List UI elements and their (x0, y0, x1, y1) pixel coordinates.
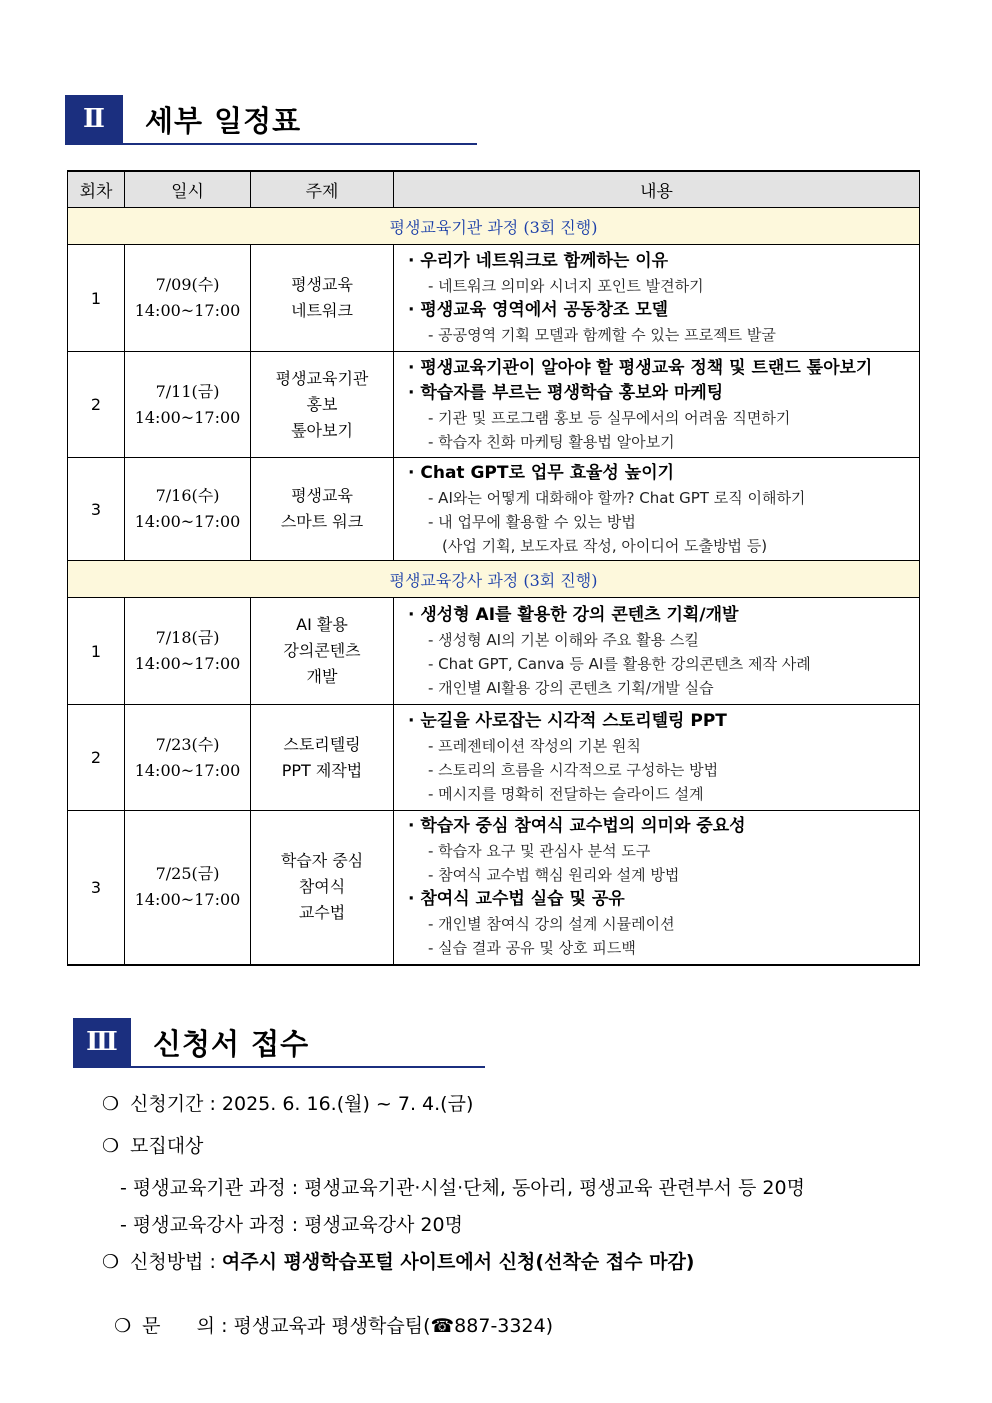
content-bullet: · 학습자 중심 참여식 교수법의 의미와 중요성 (408, 816, 746, 837)
content-subitem: - 학습자 요구 및 관심사 분석 도구 (428, 842, 651, 861)
content-subitem: - 실습 결과 공유 및 상호 피드백 (428, 939, 636, 958)
circle-bullet-icon: ❍ (102, 1135, 120, 1157)
circle-bullet-icon: ❍ (114, 1315, 132, 1337)
session-content (394, 598, 920, 705)
group-header-row (68, 208, 920, 245)
content-subitem: - AI와는 어떻게 대화해야 할까? Chat GPT 로직 이해하기 (428, 488, 806, 507)
content-subitem: - Chat GPT, Canva 등 AI를 활용한 강의콘텐츠 제작 사례 (428, 654, 811, 673)
section-header (65, 95, 301, 143)
topic-line: 평생교육 (291, 275, 353, 294)
topic-line: 톺아보기 (291, 420, 353, 440)
table-row (68, 598, 920, 705)
session-time: 14:00~17:00 (134, 407, 241, 427)
session-number: 3 (68, 811, 125, 965)
content-subitem: - 스토리의 흐름을 시각적으로 구성하는 방법 (428, 761, 719, 779)
period-text: 신청기간 : 2025. 6. 16.(월) ~ 7. 4.(금) (130, 1093, 474, 1115)
circle-bullet-icon: ❍ (102, 1251, 120, 1273)
content-bullet: · 생성형 AI를 활용한 강의 콘텐츠 기획/개발 (408, 604, 739, 625)
section-divider (65, 143, 477, 145)
session-topic (251, 811, 394, 965)
section-number: Ⅲ (73, 1018, 131, 1066)
target-item: - 평생교육강사 과정 : 평생교육강사 20명 (120, 1214, 463, 1236)
content-bullet: · Chat GPT로 업무 효율성 높이기 (408, 462, 675, 483)
content-subitem: - 내 업무에 활용할 수 있는 방법 (428, 512, 636, 531)
content-bullet: · 학습자를 부르는 평생학습 홍보와 마케팅 (408, 382, 724, 403)
session-datetime (125, 458, 251, 561)
session-date: 7/23(수) (155, 734, 220, 754)
session-topic (251, 598, 394, 705)
inquiry-text: 문 의 : 평생교육과 평생학습팀(☎887-3324) (142, 1315, 554, 1337)
content-bullet: · 눈길을 사로잡는 시각적 스토리텔링 PPT (408, 711, 727, 731)
topic-line: 학습자 중심 (280, 851, 364, 871)
session-datetime (125, 245, 251, 352)
column-header: 회차 (68, 171, 125, 208)
topic-line: 스토리텔링 (283, 734, 361, 754)
application-period (102, 1089, 473, 1116)
session-date: 7/09(수) (155, 275, 220, 294)
topic-line: AI 활용 (296, 615, 348, 634)
content-bullet: · 평생교육 영역에서 공동창조 모델 (408, 300, 669, 320)
session-topic (251, 458, 394, 561)
content-subitem: (사업 기획, 보도자료 작성, 아이디어 도출방법 등) (442, 536, 768, 555)
session-topic (251, 245, 394, 352)
topic-line: 교수법 (298, 903, 346, 923)
content-subitem: - 네트워크 의미와 시너지 포인트 발견하기 (428, 277, 704, 295)
table-row (68, 705, 920, 811)
schedule-table (67, 170, 920, 966)
section-title: 세부 일정표 (145, 103, 302, 138)
content-subitem: - 공공영역 기획 모델과 함께할 수 있는 프로젝트 발굴 (428, 326, 776, 344)
content-subitem: - 개인별 AI활용 강의 콘텐츠 기획/개발 실습 (428, 678, 714, 697)
circle-bullet-icon: ❍ (102, 1093, 120, 1115)
session-datetime (125, 598, 251, 705)
session-datetime (125, 352, 251, 458)
session-number: 2 (68, 705, 125, 811)
topic-line: 스마트 워크 (280, 512, 364, 531)
session-date: 7/11(금) (155, 381, 220, 401)
session-date: 7/16(수) (155, 486, 220, 505)
session-datetime (125, 811, 251, 965)
table-row (68, 458, 920, 561)
session-datetime (125, 705, 251, 811)
session-number: 2 (68, 352, 125, 458)
column-header: 주제 (251, 171, 394, 208)
session-number: 1 (68, 598, 125, 705)
session-number: 3 (68, 458, 125, 561)
content-subitem: - 생성형 AI의 기본 이해와 주요 활용 스킬 (428, 630, 699, 649)
content-subitem: - 메시지를 명확히 전달하는 슬라이드 설계 (428, 785, 704, 803)
section-header (73, 1018, 309, 1066)
session-topic (251, 705, 394, 811)
content-subitem: - 프레젠테이션 작성의 기본 원칙 (428, 737, 641, 755)
table-header-row (68, 171, 920, 208)
session-topic (251, 352, 394, 458)
group-title: 평생교육기관 과정 (3회 진행) (68, 208, 920, 245)
table-row (68, 811, 920, 965)
content-bullet: · 우리가 네트워크로 함께하는 이유 (408, 251, 669, 271)
topic-line: PPT 제작법 (281, 760, 363, 780)
content-bullet: · 평생교육기관이 알아야 할 평생교육 정책 및 트랜드 톺아보기 (408, 357, 873, 378)
content-bullet: · 참여식 교수법 실습 및 공유 (408, 889, 625, 910)
topic-line: 평생교육기관 (275, 368, 369, 388)
session-time: 14:00~17:00 (134, 654, 241, 673)
content-subitem: - 개인별 참여식 강의 설계 시뮬레이션 (428, 915, 675, 934)
session-content (394, 705, 920, 811)
method-label: 신청방법 : (130, 1251, 222, 1273)
column-header: 내용 (394, 171, 920, 208)
section-divider (73, 1066, 485, 1068)
group-header-row (68, 561, 920, 598)
target-item: - 평생교육기관 과정 : 평생교육기관·시설·단체, 동아리, 평생교육 관련부서 등 20명 (120, 1177, 805, 1199)
table-row (68, 245, 920, 352)
session-time: 14:00~17:00 (134, 890, 241, 910)
column-header: 일시 (125, 171, 251, 208)
topic-line: 네트워크 (291, 301, 353, 320)
section-number: Ⅱ (65, 95, 123, 143)
session-content (394, 245, 920, 352)
section-title: 신청서 접수 (153, 1026, 310, 1061)
session-date: 7/18(금) (155, 628, 220, 647)
content-subitem: - 학습자 친화 마케팅 활용법 알아보기 (428, 432, 675, 451)
application-method (102, 1247, 695, 1274)
session-number: 1 (68, 245, 125, 352)
session-time: 14:00~17:00 (134, 760, 241, 780)
topic-line: 강의콘텐츠 (283, 641, 361, 660)
session-time: 14:00~17:00 (134, 301, 241, 320)
group-title: 평생교육강사 과정 (3회 진행) (68, 561, 920, 598)
session-content (394, 458, 920, 561)
session-time: 14:00~17:00 (134, 512, 241, 531)
recruitment-target (102, 1131, 203, 1158)
topic-line: 참여식 (298, 877, 346, 897)
topic-line: 개발 (306, 667, 338, 686)
inquiry (102, 1289, 553, 1338)
session-content (394, 811, 920, 965)
table-row (68, 352, 920, 458)
target-label: 모집대상 (130, 1135, 204, 1157)
content-subitem: - 참여식 교수법 핵심 원리와 설계 방법 (428, 866, 680, 885)
topic-line: 평생교육 (291, 486, 353, 505)
content-subitem: - 기관 및 프로그램 홍보 등 실무에서의 어려움 직면하기 (428, 408, 791, 427)
topic-line: 홍보 (306, 394, 338, 414)
session-content (394, 352, 920, 458)
method-value: 여주시 평생학습포털 사이트에서 신청(선착순 접수 마감) (221, 1251, 695, 1273)
session-date: 7/25(금) (155, 864, 220, 884)
